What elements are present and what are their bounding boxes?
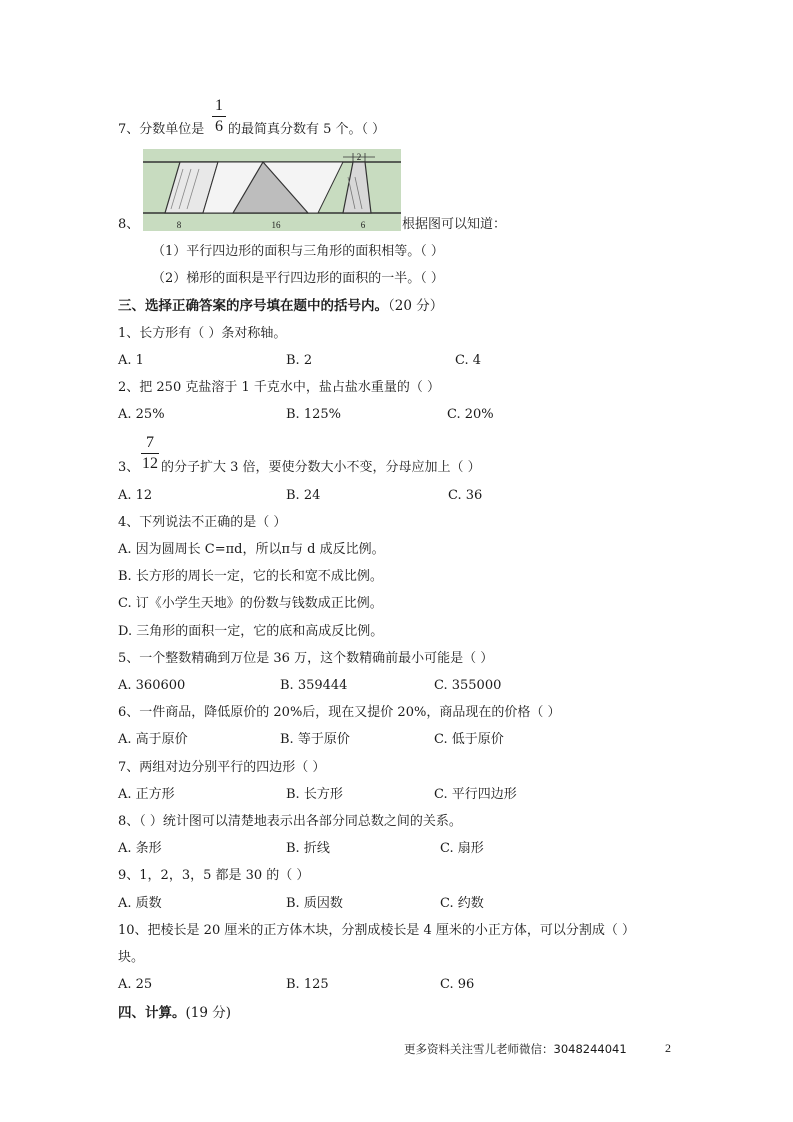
question-2-option-b: B. 125% [286, 407, 341, 422]
question-5-stem: 5、一个整数精确到万位是 36 万，这个数精确前最小可能是（ ） [118, 651, 494, 666]
question-7-option-c: C. 平行四边形 [434, 787, 517, 802]
question-2-option-a: A. 25% [118, 407, 165, 422]
question-6-option-a: A. 高于原价 [118, 732, 188, 747]
parallel-lines-shapes-diagram [143, 149, 401, 231]
question-6-option-c: C. 低于原价 [434, 732, 504, 747]
question-10-option-c: C. 96 [440, 977, 475, 992]
section-3-title: 三、选择正确答案的序号填在题中的括号内。 [118, 298, 388, 314]
judge-q7-suffix: 的最简真分数有 5 个。（ ） [228, 122, 386, 137]
label-16: 16 [271, 220, 281, 230]
question-7-option-b: B. 长方形 [286, 787, 343, 802]
judge-q7-prefix: 7、分数单位是 [118, 122, 205, 137]
question-4-option-b: B. 长方形的周长一定，它的长和宽不成比例。 [118, 569, 383, 584]
question-3-stem: 的分子扩大 3 倍，要使分数大小不变，分母应加上（ ） [161, 460, 481, 475]
section-4-title: 四、计算。 [118, 1005, 186, 1021]
question-1-option-a: A. 1 [118, 353, 144, 368]
question-10-option-a: A. 25 [118, 977, 153, 992]
judge-q8-sub2: （2）梯形的面积是平行四边形的面积的一半。（ ） [152, 271, 444, 286]
question-8-option-a: A. 条形 [118, 841, 162, 856]
question-8-option-c: C. 扇形 [440, 841, 484, 856]
question-1-option-b: B. 2 [286, 353, 313, 368]
question-4-stem: 4、下列说法不正确的是（ ） [118, 515, 287, 530]
question-9-option-c: C. 约数 [440, 896, 484, 911]
fraction-denominator: 12 [142, 455, 158, 472]
question-2-option-c: C. 20% [447, 407, 494, 422]
question-4-option-c: C. 订《小学生天地》的份数与钱数成正比例。 [118, 596, 383, 611]
fraction-numerator: 7 [146, 434, 154, 451]
fraction-seven-twelfths [141, 434, 159, 473]
question-6-option-b: B. 等于原价 [280, 732, 350, 747]
question-8-stem: 8、（ ）统计图可以清楚地表示出各部分同总数之间的关系。 [118, 814, 462, 829]
fraction-bar [141, 453, 159, 454]
section-3-heading [118, 298, 443, 314]
fraction-one-sixth [212, 97, 226, 136]
question-9-option-a: A. 质数 [118, 896, 162, 911]
question-4-option-a: A. 因为圆周长 C=πd，所以π与 d 成反比例。 [118, 542, 385, 557]
geometry-figure [143, 149, 401, 231]
label-8: 8 [176, 220, 182, 230]
label-6: 6 [360, 220, 366, 230]
question-7-stem: 7、两组对边分别平行的四边形（ ） [118, 760, 326, 775]
question-4-option-d: D. 三角形的面积一定，它的底和高成反比例。 [118, 624, 384, 639]
question-5-option-a: A. 360600 [118, 678, 186, 693]
question-6-stem: 6、一件商品，降低原价的 20%后，现在又提价 20%，商品现在的价格（ ） [118, 705, 561, 720]
judge-q8-suffix: 根据图可以知道： [402, 217, 507, 232]
question-8-option-b: B. 折线 [286, 841, 330, 856]
question-9-stem: 9、1，2，3，5 都是 30 的（ ） [118, 868, 310, 883]
judge-q8-prefix: 8、 [118, 217, 140, 232]
question-7-option-a: A. 正方形 [118, 787, 175, 802]
fraction-bar [212, 116, 226, 117]
question-5-option-b: B. 359444 [280, 678, 348, 693]
question-3-option-c: C. 36 [448, 488, 483, 503]
question-5-option-c: C. 355000 [434, 678, 502, 693]
question-10-option-b: B. 125 [286, 977, 329, 992]
section-4-points: (19 分) [185, 1005, 232, 1021]
question-9-option-b: B. 质因数 [286, 896, 343, 911]
label-top-2: 2 [356, 152, 362, 162]
question-10-stem-continued: 块。 [118, 950, 145, 965]
page-number: 2 [665, 1041, 671, 1055]
question-2-stem: 2、把 250 克盐溶于 1 千克水中，盐占盐水重量的（ ） [118, 380, 441, 395]
footer-contact: 更多资料关注雪儿老师微信：3048244041 [404, 1042, 627, 1056]
fraction-denominator: 6 [215, 118, 223, 135]
judge-q8-sub1: （1）平行四边形的面积与三角形的面积相等。（ ） [152, 244, 444, 259]
question-3-option-b: B. 24 [286, 488, 321, 503]
question-3-prefix: 3、 [118, 460, 140, 475]
section-3-points: （20 分） [388, 298, 444, 314]
question-1-option-c: C. 4 [455, 353, 482, 368]
question-3-option-a: A. 12 [118, 488, 153, 503]
section-4-heading [118, 1005, 231, 1021]
question-10-stem: 10、把棱长是 20 厘米的正方体木块，分割成棱长是 4 厘米的小正方体，可以分割成（ ） [118, 923, 636, 938]
question-1-stem: 1、长方形有（ ）条对称轴。 [118, 326, 287, 341]
fraction-numerator: 1 [215, 97, 223, 114]
